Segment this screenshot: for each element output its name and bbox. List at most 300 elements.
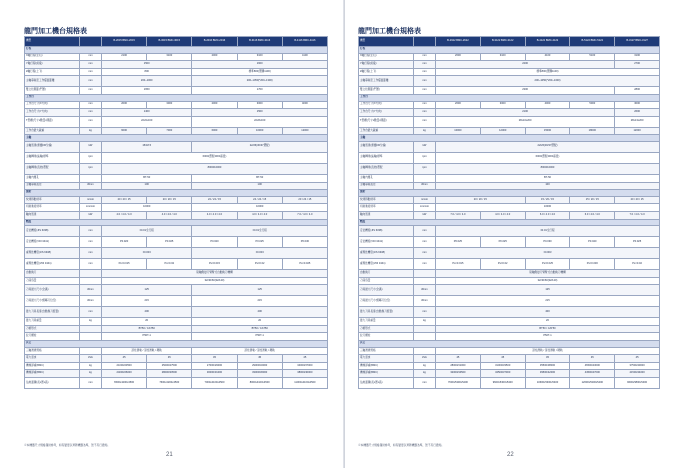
spec-unit: rpm	[80, 163, 102, 174]
spec-value: 2600	[615, 109, 660, 117]
spec-value: ±0.003	[102, 248, 192, 259]
spec-label: 定位精度(VDI 3441)	[359, 237, 414, 248]
left-spec-table	[24, 36, 328, 389]
section-label: 主軸	[359, 135, 660, 142]
spec-value: 3100	[147, 53, 192, 61]
spec-label: 刀庫容量	[25, 277, 80, 285]
spec-row	[25, 248, 328, 259]
spec-row	[25, 347, 328, 355]
spec-value: 29000/32000	[237, 362, 282, 370]
spec-row	[359, 270, 660, 278]
spec-value: 3000	[147, 101, 192, 109]
spec-value: 6000(選配4000高扭)	[102, 152, 328, 163]
spec-value: 20 / 20 / 15	[102, 196, 147, 204]
spec-value: 臥軸側掛刀臂臂式自動換刀機構	[436, 270, 660, 278]
spec-label: 刀柄形式	[359, 325, 414, 333]
spec-label: 重現性精度(JIS 6338)	[359, 248, 414, 259]
spec-value: 3100	[480, 53, 525, 61]
model-name-cell: B-3015 BMC-3015	[147, 37, 192, 47]
spec-row	[25, 87, 328, 95]
spec-row	[359, 127, 660, 135]
spec-unit: Ømm	[414, 182, 436, 190]
spec-value: 25000/27500	[147, 362, 192, 370]
spec-label: 電力需求	[359, 355, 414, 363]
model-name-cell: B-3127 BMC-3127	[615, 37, 660, 47]
spec-unit	[414, 270, 436, 278]
spec-row	[25, 259, 328, 270]
spec-value: 4000	[282, 101, 327, 109]
spec-unit: mm/min	[414, 204, 436, 212]
spec-row	[359, 116, 660, 127]
spec-value: 20 / 20 / 15	[436, 196, 526, 204]
spec-value: 45	[102, 355, 147, 363]
spec-value: 22x6x160	[102, 116, 192, 127]
spec-row	[359, 141, 660, 152]
spec-unit: mm	[414, 109, 436, 117]
spec-row	[25, 370, 328, 378]
spec-unit: Ømm	[80, 296, 102, 307]
spec-value: 滾柱滑軌 / 滾柱滑軌 / 硬軌	[102, 347, 192, 355]
spec-value: BT50 / CAT50	[102, 325, 192, 333]
spec-unit: kg	[80, 362, 102, 370]
spec-row	[359, 307, 660, 318]
spec-row	[25, 307, 328, 318]
spec-value: 24000/26000	[102, 370, 147, 378]
spec-value: 2100	[436, 109, 615, 117]
section-label: 進給	[359, 190, 660, 197]
spec-value: 標準800(選購1100)	[192, 68, 328, 76]
spec-value: 12000	[480, 127, 525, 135]
left-page-title: 龍門加工機台規格表	[24, 28, 87, 35]
spec-value: 200~1050(*200~1300)	[192, 76, 328, 87]
spec-value: 32/40/60(32/120)	[102, 277, 328, 285]
right-spec-table	[358, 36, 660, 389]
spec-value: 41500/44000	[615, 370, 660, 378]
spec-unit: mm	[80, 307, 102, 318]
spec-label: 雙立柱間距(門寬)	[359, 87, 414, 95]
spec-value: 27000/29000	[192, 362, 237, 370]
spec-label: 工作台尺寸(Y方向)	[25, 109, 80, 117]
spec-unit: mm	[80, 248, 102, 259]
spec-value: 45	[282, 355, 327, 363]
spec-row	[359, 355, 660, 363]
spec-unit: mm	[80, 61, 102, 69]
spec-value: 45	[436, 355, 481, 363]
spec-unit: mm	[80, 259, 102, 270]
spec-value: 1400	[102, 109, 192, 117]
section-row	[359, 135, 660, 142]
spec-label: 雙立柱間距(門寬)	[25, 87, 80, 95]
spec-label: Y軸行程(前後)	[25, 61, 80, 69]
spec-value: 臥軸側掛刀臂臂式自動換刀機構	[102, 270, 328, 278]
spec-row	[359, 76, 660, 87]
spec-row	[359, 101, 660, 109]
spec-unit	[80, 174, 102, 182]
spec-value: 6000	[192, 127, 237, 135]
spec-label: 最大刀具長度(自動換刀裝置)	[25, 307, 80, 318]
spec-row	[25, 296, 328, 307]
spec-row	[25, 325, 328, 333]
spec-label: 刀柄形式	[25, 325, 80, 333]
spec-value: 10000	[237, 127, 282, 135]
spec-value: 3000	[237, 101, 282, 109]
spec-value: 45	[147, 355, 192, 363]
spec-value: 6.0 / 4.0 / 4.0	[570, 211, 615, 219]
spec-value: 46500/43000	[570, 362, 615, 370]
spec-label: 軸向馬達	[25, 211, 80, 219]
spec-value: 15/18.5	[102, 141, 192, 152]
section-label: 其它	[25, 341, 328, 348]
spec-label: 重現性精度(VDI 3441)	[25, 259, 80, 270]
spec-value: 5000	[570, 101, 615, 109]
spec-row	[25, 204, 328, 212]
spec-value: 28x13x200	[615, 116, 660, 127]
spec-row	[359, 174, 660, 182]
spec-value: 6500x4200x4500	[102, 378, 147, 389]
section-row	[25, 47, 328, 54]
spec-label: 主軸鼻端直徑	[25, 182, 80, 190]
spec-value: 10000	[436, 127, 481, 135]
spec-unit: mm	[414, 101, 436, 109]
spec-value: 11000x4100x4500	[282, 378, 327, 389]
spec-value: 34500/37000	[480, 370, 525, 378]
spec-value: 125	[192, 285, 328, 296]
spec-row	[359, 61, 660, 69]
spec-label: 軸向馬達	[359, 211, 414, 219]
spec-value: 215	[102, 296, 192, 307]
spec-unit: mm	[80, 68, 102, 76]
spec-value: 20	[436, 318, 660, 326]
spec-value: 9600x5300x5400	[480, 378, 525, 389]
spec-value: 2300	[436, 87, 615, 95]
spec-label: 定位精度(JIS 6338)	[359, 226, 414, 237]
section-label: 精度	[359, 219, 660, 226]
spec-label: 刀具最大尺寸(相鄰刀位空)	[359, 296, 414, 307]
section-label: 進給	[25, 190, 328, 197]
spec-row	[25, 174, 328, 182]
spec-row	[25, 226, 328, 237]
spec-value: 7000	[147, 127, 192, 135]
spec-value: 3000	[615, 101, 660, 109]
spec-unit: mm	[414, 237, 436, 248]
spec-label: 快速移動速率	[359, 196, 414, 204]
spec-value: 20	[192, 318, 328, 326]
spec-label: 最大刀具重量	[25, 318, 80, 326]
spec-value: 12000	[615, 127, 660, 135]
spec-row	[359, 325, 660, 333]
spec-row	[25, 362, 328, 370]
spec-row	[25, 109, 328, 117]
spec-label: 機械淨重(BMC)	[359, 362, 414, 370]
spec-row	[25, 333, 328, 341]
spec-label: 工作台最大載重	[359, 127, 414, 135]
spec-label: 主軸轉速(直結)選配	[25, 163, 80, 174]
spec-label: 自動換刀	[25, 270, 80, 278]
spec-label: 定位精度(VDI 3441)	[25, 237, 80, 248]
spec-value: 滾柱滑軌 / 滾柱滑軌 / 硬軌	[436, 347, 660, 355]
spec-value: BT-50	[192, 174, 328, 182]
spec-unit: mm	[80, 116, 102, 127]
spec-unit	[414, 277, 436, 285]
spec-value: 4100	[282, 53, 327, 61]
spec-value: 2800	[615, 87, 660, 95]
spec-label: 拉刀螺栓	[25, 333, 80, 341]
spec-unit: rpm	[414, 163, 436, 174]
spec-unit: Ømm	[414, 296, 436, 307]
spec-value: 1500	[192, 109, 328, 117]
spec-unit: mm	[80, 378, 102, 389]
spec-value: 200~1000	[102, 76, 192, 87]
spec-unit	[80, 277, 102, 285]
spec-label: 機械淨重(BMC)	[359, 370, 414, 378]
spec-value: BT50 / CAT50	[192, 325, 328, 333]
spec-value: P0.025	[480, 237, 525, 248]
spec-value: 4.0 / 4.0 / 4.0	[237, 211, 282, 219]
spec-value: 3100	[237, 53, 282, 61]
spec-value: P0.025	[615, 237, 660, 248]
spec-unit	[80, 347, 102, 355]
spec-value: ±0.01全行程	[436, 226, 660, 237]
spec-row	[25, 355, 328, 363]
spec-value: 215	[192, 296, 328, 307]
spec-value: 4100	[525, 53, 570, 61]
spec-value: P0.040	[570, 237, 615, 248]
spec-value: 2200	[436, 61, 615, 69]
spec-value: 21000/23500	[102, 362, 147, 370]
spec-unit: mm	[414, 259, 436, 270]
spec-unit: mm	[414, 68, 436, 76]
spec-value: 7000x4100x4500	[192, 378, 237, 389]
spec-unit: mm	[80, 226, 102, 237]
spec-value: 8000/10000	[436, 163, 660, 174]
spec-value: 20 / 24 / 15	[282, 196, 327, 204]
spec-value: 6000	[102, 127, 147, 135]
spec-unit: rpm	[414, 152, 436, 163]
right-page	[345, 0, 690, 468]
spec-value: 2000	[102, 101, 147, 109]
spec-row	[25, 277, 328, 285]
spec-value: 45	[480, 355, 525, 363]
spec-unit: kVA	[414, 355, 436, 363]
spec-value: 10600x5300x5400	[525, 378, 570, 389]
spec-value: 9600x5800x5400	[615, 378, 660, 389]
spec-value: P0.030	[525, 237, 570, 248]
spec-value: 100	[192, 182, 328, 190]
spec-value: 32/40/60(32/120)	[436, 277, 660, 285]
model-name-cell: B-4122 BMC-4122	[525, 37, 570, 47]
spec-unit	[414, 347, 436, 355]
spec-value: 6000(選配4000高扭)	[436, 152, 660, 163]
unit-header-cell	[80, 37, 102, 47]
spec-value: 7600x4200x4500	[147, 378, 192, 389]
spec-value: 38000/40000	[282, 370, 327, 378]
spec-value: 10000	[102, 204, 192, 212]
section-row	[359, 219, 660, 226]
spec-value: Ps=0.02	[147, 259, 192, 270]
spec-row	[359, 68, 660, 76]
spec-value: 1600	[192, 61, 328, 69]
spec-label: 快速移動速率	[25, 196, 80, 204]
spec-label: 主軸鼻端至工作檯面距離	[25, 76, 80, 87]
section-row	[359, 47, 660, 54]
spec-unit: mm	[414, 116, 436, 127]
spec-value: 5100	[570, 53, 615, 61]
spec-value: 800	[102, 68, 192, 76]
spec-value: 2000	[192, 53, 237, 61]
spec-unit: kg	[80, 370, 102, 378]
spec-value: 7.0 / 4.0 / 4.0	[282, 211, 327, 219]
spec-label: 主軸馬達(連續/30分鐘)	[359, 141, 414, 152]
spec-value: P0.025	[237, 237, 282, 248]
spec-label: 工作台尺寸(Y方向)	[359, 109, 414, 117]
spec-label: 刀庫容量	[359, 277, 414, 285]
spec-unit: mm	[414, 76, 436, 87]
spec-row	[25, 318, 328, 326]
spec-value: 20 / 20 / 15	[615, 196, 660, 204]
spec-row	[359, 347, 660, 355]
spec-label: Y軸行程(前後)	[359, 61, 414, 69]
spec-label: 主軸轉速(齒輪)標準	[359, 152, 414, 163]
spec-value: Ps=0.030	[570, 259, 615, 270]
spec-label: 最大刀具長度(自動換刀裝置)	[359, 307, 414, 318]
spec-label: 主軸内錐孔	[359, 174, 414, 182]
spec-value: 400	[192, 307, 328, 318]
spec-value: 4.0 / 4.0 / 4.0	[102, 211, 147, 219]
section-row	[25, 219, 328, 226]
spec-value: ±0.01全行程	[192, 226, 328, 237]
section-label: 其它	[359, 341, 660, 348]
spec-value: P0.020	[102, 237, 147, 248]
spec-unit: mm	[414, 307, 436, 318]
spec-row	[359, 318, 660, 326]
spec-label: 主軸馬達(連續/30分鐘)	[25, 141, 80, 152]
spec-unit	[80, 270, 102, 278]
spec-row	[359, 259, 660, 270]
spec-label: X軸行程(左右)	[359, 53, 414, 61]
right-footnote: ※本機器尺寸規格僅供參考，如有變更以實際機器為準，恕不另行通知。	[358, 444, 444, 447]
spec-value: 125	[436, 285, 660, 296]
spec-value: 7600x5300x5400	[436, 378, 481, 389]
spec-row	[359, 333, 660, 341]
model-name-cell: B-2622 BMC-2622	[436, 37, 481, 47]
spec-value: P50T-1	[436, 333, 660, 341]
spec-value: 2600	[436, 101, 481, 109]
spec-unit: mm	[80, 53, 102, 61]
spec-value: Ps=0.015	[192, 259, 237, 270]
spec-value: Ps=0.02	[480, 259, 525, 270]
left-page-number: 21	[166, 452, 173, 458]
section-label: 精度	[25, 219, 328, 226]
spec-row	[25, 182, 328, 190]
spec-value: 3100	[615, 53, 660, 61]
spec-label: 最大刀具重量	[359, 318, 414, 326]
section-row	[359, 341, 660, 348]
spec-unit	[414, 333, 436, 341]
spec-value: 8000/10000	[102, 163, 328, 174]
spec-row	[25, 152, 328, 163]
spec-value: BT-50	[436, 174, 660, 182]
spec-unit: kg	[414, 318, 436, 326]
spec-value: Ps=0.02	[237, 259, 282, 270]
spec-unit: kW	[414, 211, 436, 219]
model-header-cell: 機型	[25, 37, 80, 47]
spec-label: 刀具最大尺寸(相鄰刀位空)	[25, 296, 80, 307]
spec-row	[359, 370, 660, 378]
spec-value: 215	[436, 296, 660, 307]
spec-value: 45	[525, 355, 570, 363]
spec-unit: mm	[80, 76, 102, 87]
spec-unit: kVA	[80, 355, 102, 363]
spec-unit: kg	[80, 127, 102, 135]
spec-row	[25, 53, 328, 61]
spec-row	[359, 237, 660, 248]
spec-value: 4000	[525, 101, 570, 109]
spec-value: 1650	[102, 87, 192, 95]
model-name-cell: B-3122 BMC-3122	[480, 37, 525, 47]
spec-value: 200~1050(*200~1300)	[436, 76, 660, 87]
section-label: 工作台	[25, 94, 328, 101]
spec-value: ±0.003	[192, 248, 328, 259]
spec-row	[25, 101, 328, 109]
spec-value: 1700	[192, 87, 328, 95]
spec-value: 標準800(選購1100)	[436, 68, 660, 76]
spec-unit: kg	[414, 370, 436, 378]
spec-row	[25, 196, 328, 204]
section-row	[359, 190, 660, 197]
spec-row	[359, 53, 660, 61]
spec-value: 2700	[615, 61, 660, 69]
spec-value: 4.0 / 4.0 / 4.0	[147, 211, 192, 219]
spec-value: 100	[436, 182, 660, 190]
spec-unit: mm	[414, 61, 436, 69]
spec-label: 主軸轉速(齒輪)標準	[25, 152, 80, 163]
spec-row	[359, 226, 660, 237]
spec-row	[25, 116, 328, 127]
spec-value: 20	[102, 318, 192, 326]
spec-value: 45	[237, 355, 282, 363]
spec-value: 15 / 20 / 15	[525, 196, 570, 204]
spec-label: T型槽(尺寸x數量x間距)	[25, 116, 80, 127]
spec-row	[359, 248, 660, 259]
table-header-row	[359, 37, 660, 47]
spec-value: 32000/34500	[436, 370, 481, 378]
section-row	[25, 94, 328, 101]
spec-value: 45	[570, 355, 615, 363]
model-name-cell: B-2016 BMC-2016	[192, 37, 237, 47]
spec-value: 24 / 24 / 15	[192, 196, 237, 204]
spec-value: 18000	[570, 127, 615, 135]
spec-value: 33000/36000	[237, 370, 282, 378]
spec-label: 三軸滑道規格	[25, 347, 80, 355]
spec-label: Z軸行程(上下)	[359, 68, 414, 76]
spec-value: Ps=0.015	[102, 259, 147, 270]
spec-unit: Ømm	[80, 182, 102, 190]
spec-label: 機械淨重(BMC)	[25, 362, 80, 370]
spec-row	[25, 237, 328, 248]
spec-value: ±0.01全行程	[102, 226, 192, 237]
spec-unit: kW	[414, 141, 436, 152]
spec-row	[359, 362, 660, 370]
spec-label: 重現性精度(VDI 3441)	[359, 259, 414, 270]
spec-value: 3000	[480, 101, 525, 109]
spec-row	[359, 277, 660, 285]
spec-row	[359, 182, 660, 190]
left-footnote: ※本機器尺寸規格僅供參考，如有變更以實際機器為準，恕不另行通知。	[24, 444, 110, 447]
spec-value: 30000/31000	[192, 370, 237, 378]
spec-value: Ps=0.025	[282, 259, 327, 270]
spec-label: Z軸行程(上下)	[25, 68, 80, 76]
spec-unit: mm	[80, 87, 102, 95]
